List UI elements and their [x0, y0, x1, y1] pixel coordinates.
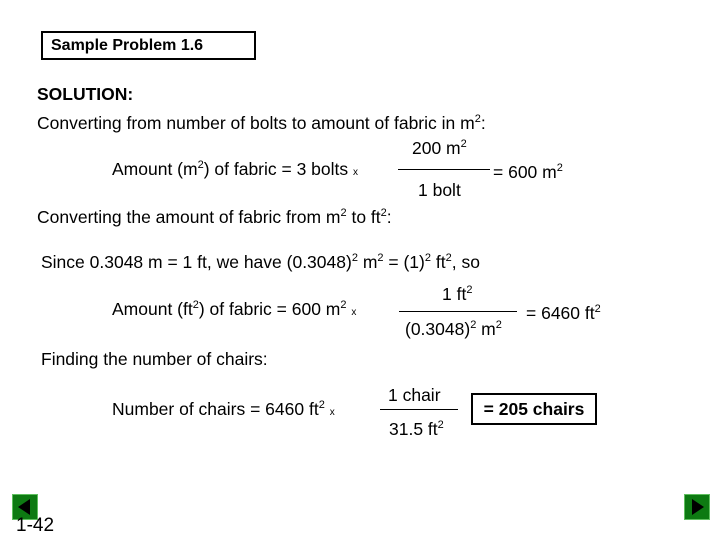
- step1-denominator: 1 bolt: [418, 180, 461, 200]
- step1-fraction-bar: [398, 169, 490, 170]
- triangle-right-icon: [685, 495, 709, 519]
- solution-label: SOLUTION:: [37, 84, 134, 104]
- step3-heading: Finding the number of chairs:: [41, 349, 268, 369]
- step3-lhs: Number of chairs = 6460 $ft^2$ x: [112, 399, 335, 419]
- step1-result: = 600 $m^2$: [493, 162, 563, 182]
- page-number: 1-42: [16, 515, 55, 536]
- step1-heading: Converting from number of bolts to amount of fabric in $m^2$:: [37, 113, 486, 133]
- step3-fraction-bar: [380, 409, 458, 410]
- step3-denominator: 31.5 $ft^2$: [389, 419, 444, 439]
- step2-denominator: $(0.3048)^2$ $m^2$: [405, 319, 502, 339]
- step1-lhs: Amount $(m^2)$ of fabric = 3 bolts x: [112, 159, 359, 179]
- step1-numerator: 200 $m^2$: [412, 138, 467, 158]
- step3-numerator: 1 chair: [388, 385, 441, 405]
- next-slide-button[interactable]: [684, 494, 710, 520]
- step2-fraction-bar: [399, 311, 517, 312]
- step2-lhs: Amount $(ft^2)$ of fabric = 600 $m^2$ x: [112, 299, 357, 319]
- slide-title: Sample Problem 1.6: [41, 31, 256, 60]
- step2-since-text: Since 0.3048 m = 1 ft, we have $(0.3048)^2$ $m^2 = (1)^2$ $ft^2$, so: [41, 252, 480, 272]
- answer-box: = 205 chairs: [471, 393, 597, 425]
- step2-heading: Converting the amount of fabric from $m^2$ to $ft^2$:: [37, 207, 392, 227]
- step2-numerator: 1 $ft^2$: [442, 284, 473, 304]
- step2-result: = 6460 $ft^2$: [526, 303, 601, 323]
